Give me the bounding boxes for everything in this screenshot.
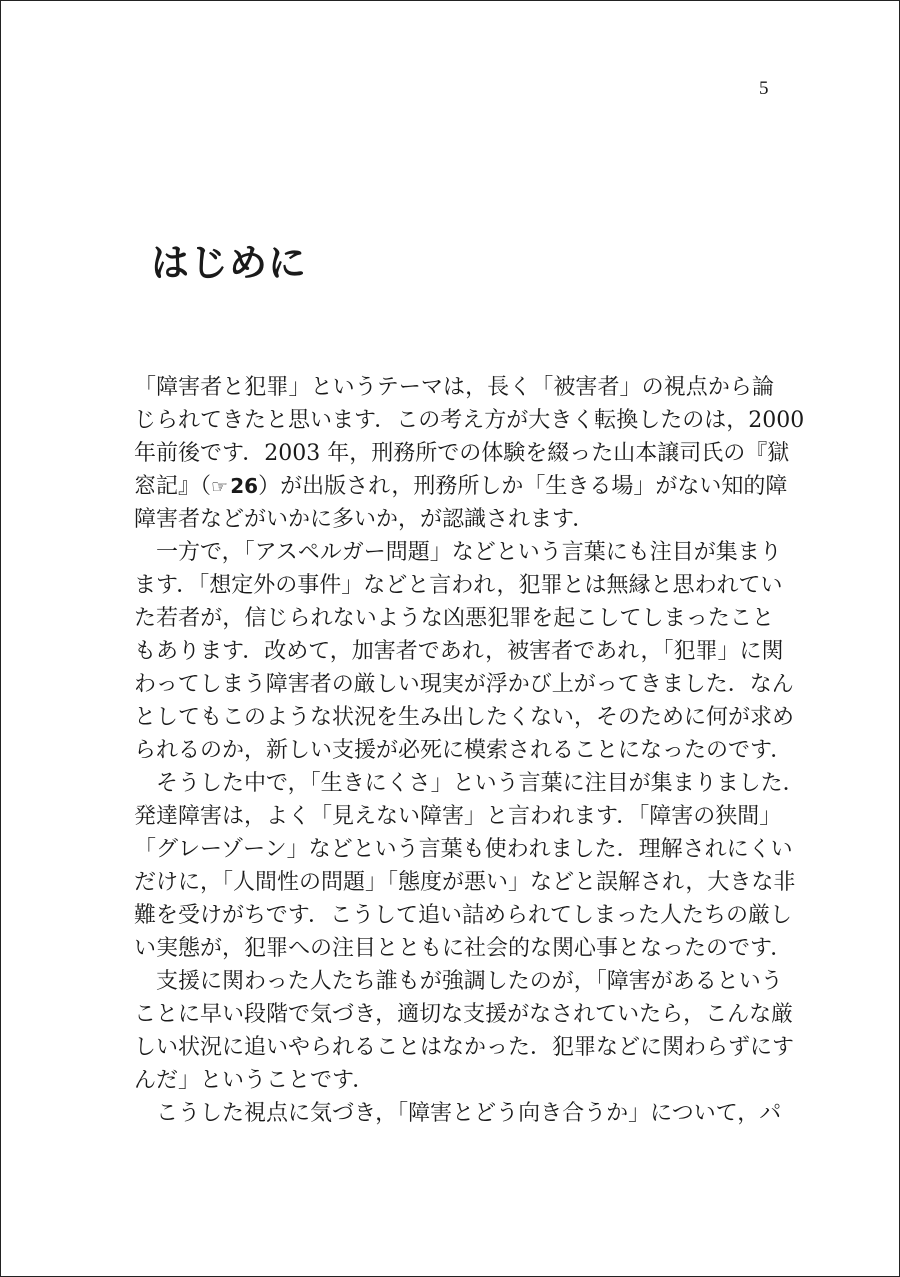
text-line: い実態が，犯罪への注目とともに社会的な関心事となったのです． [134,936,793,961]
body-text [134,371,805,1130]
text-line: 難を受けがちです．こうして追い詰められてしまった人たちの厳し [134,903,793,928]
text-line: ことに早い段階で気づき，適切な支援がなされていたら，こんな厳 [134,1002,794,1027]
text-segment: こうした視点に気づき，「障害とどう向き合うか」について，パ [156,1101,782,1126]
text-line: ます．「想定外の事件」などと言われ，犯罪とは無縁と思われてい [134,573,783,598]
text-line: 発達障害は，よく「見えない障害」と言われます．「障害の狭間」 [134,804,782,829]
text-line: 障害者などがいかに多いか，が認識されます． [134,507,595,532]
text-line: としてもこのような状況を生み出したくない，そのために何が求め [134,705,795,730]
text-line: 年前後です．2003 年，刑務所での体験を綴った山本譲司氏の『獄 [134,441,790,466]
text-line [134,965,783,998]
paragraph-5 [134,1097,782,1130]
cross-reference-number: 26 [230,474,259,498]
text-segment: 一方で，「アスペルガー問題」などという言葉にも注目が集まり [156,540,782,565]
text-line [134,767,805,800]
text-segment: ）が出版され，刑務所しか「生きる場」がない知的障 [258,474,788,499]
pointing-hand-icon: ☞ [211,476,229,498]
paragraph-2 [134,536,795,767]
paragraph-4 [134,965,795,1097]
text-line: わってしまう障害者の厳しい現実が浮かび上がってきました．なん [134,672,794,697]
page-number: 5 [759,78,769,99]
text-line [134,536,782,569]
text-line: 「障害者と犯罪」というテーマは，長く「被害者」の視点から論 [134,375,774,400]
paragraph-3 [134,767,805,965]
text-segment: そうした中で，「生きにくさ」という言葉に注目が集まりました． [156,771,805,796]
text-line: だけに，「人間性の問題」「態度が悪い」などと誤解され，大きな非 [134,870,796,895]
text-line [134,1097,782,1130]
text-line: もあります．改めて，加害者であれ，被害者であれ，「犯罪」に関 [134,639,784,664]
text-line: んだ」ということです． [134,1068,375,1093]
text-line: しい状況に追いやられることはなかった．犯罪などに関わらずにす [134,1035,795,1060]
text-line: た若者が，信じられないような凶悪犯罪を起こしてしまったこと [134,606,774,631]
text-segment: 支援に関わった人たち誰もが強調したのが，「障害があるという [156,969,783,994]
text-line: られるのか，新しい支援が必死に模索されることになったのです． [134,738,793,763]
text-line-with-reference [134,470,788,503]
text-line: 「グレーゾーン」などという言葉も使われました．理解されにくい [134,837,793,862]
chapter-title: はじめに [151,241,308,285]
paragraph-1 [134,371,805,536]
text-segment: 窓記』（ [134,474,212,499]
text-line: じられてきたと思います．この考え方が大きく転換したのは，2000 [134,408,805,433]
